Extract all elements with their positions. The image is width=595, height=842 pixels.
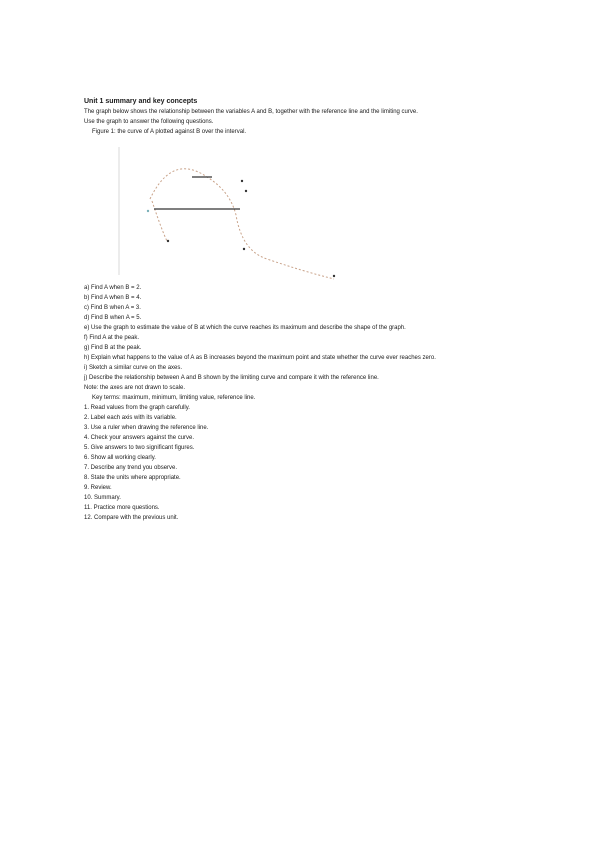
figure-caption: Figure 1: the curve of A plotted against B over the interval. bbox=[92, 129, 247, 135]
note-line: 12. Compare with the previous unit. bbox=[84, 515, 179, 521]
note-line: 4. Check your answers against the curve. bbox=[84, 435, 195, 441]
question-i: i) Sketch a similar curve on the axes. bbox=[84, 365, 183, 371]
document-title: Unit 1 summary and key concepts bbox=[84, 98, 198, 105]
graph-point bbox=[147, 210, 149, 212]
graph-point bbox=[333, 275, 335, 277]
note-line: 9. Review. bbox=[84, 485, 112, 491]
note-line: 11. Practice more questions. bbox=[84, 505, 160, 511]
note-line: 5. Give answers to two significant figures. bbox=[84, 445, 195, 451]
figure-graph bbox=[84, 141, 514, 281]
intro-line-1: The graph below shows the relationship between the variables A and B, together with the reference line and the limiting curve. bbox=[84, 109, 418, 115]
graph-point bbox=[243, 248, 245, 250]
graph-point bbox=[167, 240, 169, 242]
graph-canvas bbox=[112, 141, 352, 281]
question-list bbox=[84, 283, 514, 383]
question-f: f) Find A at the peak. bbox=[84, 335, 140, 341]
question-a: a) Find A when B = 2. bbox=[84, 285, 142, 291]
graph-point bbox=[241, 180, 243, 182]
question-d: d) Find B when A = 5. bbox=[84, 315, 142, 321]
question-c: c) Find B when A = 3. bbox=[84, 305, 141, 311]
note-line: 6. Show all working clearly. bbox=[84, 455, 156, 461]
note-line: 10. Summary. bbox=[84, 495, 121, 501]
note-line: 2. Label each axis with its variable. bbox=[84, 415, 177, 421]
note-line: Key terms: maximum, minimum, limiting value, reference line. bbox=[92, 395, 256, 401]
note-line: Note: the axes are not drawn to scale. bbox=[84, 385, 186, 391]
question-j: j) Describe the relationship between A and B shown by the limiting curve and compare it with the reference line. bbox=[84, 375, 379, 381]
graph-left-branch bbox=[152, 201, 167, 241]
notes-list bbox=[84, 383, 514, 523]
document-page bbox=[84, 96, 514, 523]
question-e: e) Use the graph to estimate the value of B at which the curve reaches its maximum and describe the shape of the graph. bbox=[84, 325, 406, 331]
note-line: 1. Read values from the graph carefully. bbox=[84, 405, 190, 411]
question-b: b) Find A when B = 4. bbox=[84, 295, 142, 301]
graph-curve bbox=[150, 169, 334, 279]
note-line: 8. State the units where appropriate. bbox=[84, 475, 181, 481]
question-h: h) Explain what happens to the value of A as B increases beyond the maximum point and state whether the curve ever reaches zero. bbox=[84, 355, 436, 361]
intro-line-2: Use the graph to answer the following questions. bbox=[84, 119, 214, 125]
note-line: 3. Use a ruler when drawing the reference line. bbox=[84, 425, 209, 431]
note-line: 7. Describe any trend you observe. bbox=[84, 465, 178, 471]
graph-point bbox=[245, 190, 247, 192]
question-g: g) Find B at the peak. bbox=[84, 345, 142, 351]
